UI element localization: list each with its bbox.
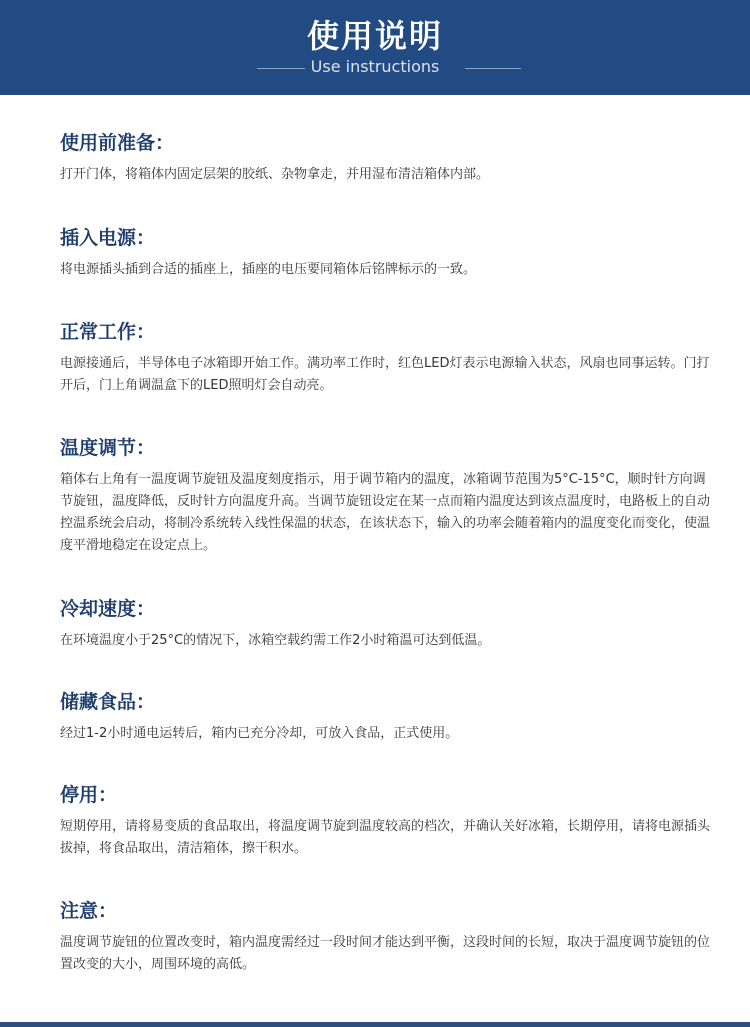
header-banner [0,0,750,95]
section-food-storage [60,689,710,745]
section-heading: 注意： [60,900,118,922]
section-cooling-speed [60,596,710,652]
section-shutdown [60,782,710,860]
subtitle-divider-right [465,68,521,69]
section-preparation [60,130,710,186]
section-heading: 正常工作： [60,321,156,343]
section-heading: 冷却速度： [60,598,156,620]
section-text: 短期停用，请将易变质的食品取出，将温度调节旋到温度较高的档次，并确认关好冰箱，长期停用，请将电源插头拔掉，将食品取出，清洁箱体，擦干积水。 [60,819,711,856]
section-heading: 插入电源： [60,227,156,249]
section-heading: 温度调节： [60,437,156,459]
section-heading: 使用前准备： [60,132,175,154]
section-heading: 储藏食品： [60,691,156,713]
section-normal-operation [60,319,710,397]
section-heading: 停用： [60,784,118,806]
section-notice [60,898,710,976]
section-text: 将电源插头插到合适的插座上，插座的电压要同箱体后铭牌标示的一致。 [60,262,477,277]
section-text: 在环境温度小于25°C的情况下，冰箱空载约需工作2小时箱温可达到低温。 [60,633,491,648]
section-power [60,225,710,281]
section-text: 温度调节旋钮的位置改变时，箱内温度需经过一段时间才能达到平衡，这段时间的长短，取决于温度调节旋钮的位置改变的大小，周围环境的高低。 [60,935,711,972]
page-title: 使用说明 [306,17,443,55]
section-temperature [60,435,710,557]
section-text: 打开门体，将箱体内固定层架的胶纸、杂物拿走，并用湿布清洁箱体内部。 [60,167,490,182]
section-text: 经过1-2小时通电运转后，箱内已充分冷却，可放入食品，正式使用。 [60,726,459,741]
section-text: 电源接通后，半导体电子冰箱即开始工作。满功率工作时，红色LED灯表示电源输入状态，风扇也同事运转。门打开后，门上角调温盒下的LED照明灯会自动亮。 [60,356,710,393]
footer-band [0,1022,750,1027]
page-subtitle: Use instructions [310,57,440,76]
section-text: 箱体右上角有一温度调节旋钮及温度刻度指示，用于调节箱内的温度，冰箱调节范围为5°C-15°C，顺时针方向调节旋钮，温度降低，反时针方向温度升高。当调节旋钮设定在某一点而箱内温度达到该点温度时，电路板上的自动控温系统会启动，将制冷系统转入线性保温的状态，在该状态下，输入的功率会随着箱内的温度变化而变化，使温度平滑地稳定在设定点上。 [60,472,711,553]
